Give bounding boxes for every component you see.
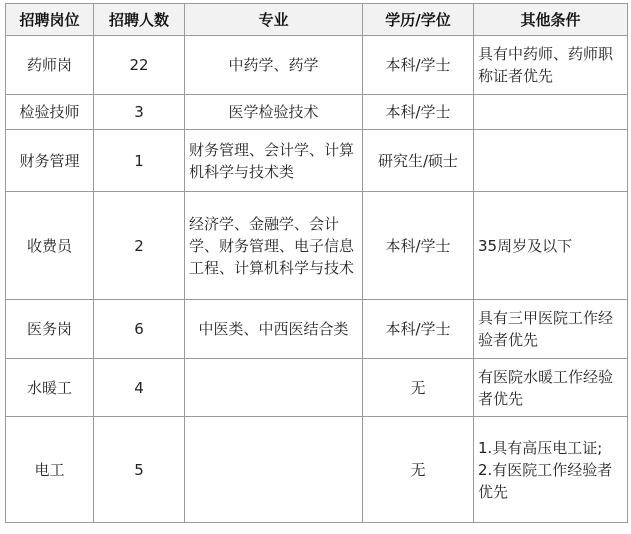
cell-count: 3 (94, 95, 185, 130)
table-row (6, 130, 628, 192)
cell-position: 收费员 (6, 192, 94, 300)
table-header-row (6, 4, 628, 36)
table-row (6, 300, 628, 359)
table-row (6, 359, 628, 417)
cell-major: 医学检验技术 (185, 95, 363, 130)
cell-count: 2 (94, 192, 185, 300)
table-row (6, 192, 628, 300)
cell-other (474, 95, 628, 130)
cell-degree: 无 (363, 359, 474, 417)
cell-position: 财务管理 (6, 130, 94, 192)
cell-position: 医务岗 (6, 300, 94, 359)
cell-major (185, 359, 363, 417)
cell-count: 1 (94, 130, 185, 192)
header-major: 专业 (185, 4, 363, 36)
cell-count: 4 (94, 359, 185, 417)
cell-degree: 研究生/硕士 (363, 130, 474, 192)
cell-degree: 本科/学士 (363, 300, 474, 359)
cell-major: 财务管理、会计学、计算机科学与技术类 (185, 130, 363, 192)
cell-position: 检验技师 (6, 95, 94, 130)
cell-degree: 本科/学士 (363, 95, 474, 130)
table-row (6, 36, 628, 95)
cell-position: 药师岗 (6, 36, 94, 95)
cell-major (185, 417, 363, 523)
table-row (6, 95, 628, 130)
cell-other (474, 130, 628, 192)
cell-major: 中医类、中西医结合类 (185, 300, 363, 359)
cell-position: 水暖工 (6, 359, 94, 417)
cell-degree: 本科/学士 (363, 36, 474, 95)
header-position: 招聘岗位 (6, 4, 94, 36)
header-other-conditions: 其他条件 (474, 4, 628, 36)
cell-other: 有医院水暖工作经验者优先 (474, 359, 628, 417)
cell-other: 35周岁及以下 (474, 192, 628, 300)
cell-major: 经济学、金融学、会计学、财务管理、电子信息工程、计算机科学与技术 (185, 192, 363, 300)
recruitment-table (5, 3, 628, 523)
cell-other: 具有三甲医院工作经验者优先 (474, 300, 628, 359)
cell-count: 5 (94, 417, 185, 523)
cell-position: 电工 (6, 417, 94, 523)
cell-count: 22 (94, 36, 185, 95)
cell-other: 具有中药师、药师职称证者优先 (474, 36, 628, 95)
cell-major: 中药学、药学 (185, 36, 363, 95)
header-count: 招聘人数 (94, 4, 185, 36)
cell-other: 1.具有高压电工证; 2.有医院工作经验者优先 (474, 417, 628, 523)
cell-degree: 无 (363, 417, 474, 523)
cell-count: 6 (94, 300, 185, 359)
table-row (6, 417, 628, 523)
cell-degree: 本科/学士 (363, 192, 474, 300)
header-degree: 学历/学位 (363, 4, 474, 36)
